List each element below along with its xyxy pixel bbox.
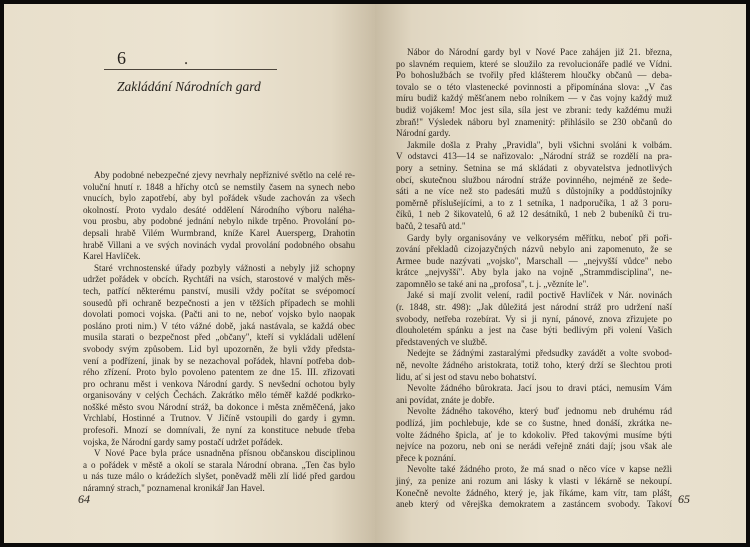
right-body-text [396,47,672,511]
chapter-title: Zakládání Národních gard [117,79,261,94]
text-line: Nevolte žádného takového, který buď jednomu neb druhému rád [407,406,672,417]
chapter-ornament: • [184,60,189,68]
text-line: poměrně příslušejícími, a to z 1 setníka, 1 nadporučíka, 1 až 3 poru- [396,197,672,208]
text-line: přece k poznání. [396,452,456,463]
text-line: bačů, 2 tesařů atd." [396,220,466,231]
text-line: dlouholetém spánku a jest na čase býti bedlivým při volení Vašich [396,325,672,336]
text-line: Jakmile došla z Prahy „Pravidla", byli všichni svoláni k volbám. [407,139,672,150]
text-line: Národní gardy. [396,128,451,139]
text-line: náramný strach," poznamenal kronikář Jan Havel. [83,483,265,494]
text-line: číků, 1 neb 2 šikovatelů, 6 až 12 desátníků, 1 neb 2 bubeníků či tru- [396,209,672,220]
text-line: lidu, ať si jest od stavu nebo bohatství. [396,371,537,382]
text-line: Gardy byly organisovány ve velkorysém měřítku, neboť při poři- [407,232,672,243]
text-line: V Nové Pace byla práce usnadněna přísnou občanskou disciplinou [94,448,355,459]
chapter-number: 6 [117,48,126,68]
text-line: tovalo se o této vlastenecké povinnosti a připomínána slova: „V čas [396,81,672,92]
left-body-text [83,170,355,495]
text-line: Vrchlabí, Hostinné a Trutnov. V Jičíně vstoupili do gardy i gymn. [83,413,355,424]
text-line: sáti a ne více než sto padesáti mužů s důstojníky a poddůstojníky [396,186,672,197]
text-line: Nevolte také žádného proto, že má snad o něco více v kapse nežli [407,464,672,475]
text-line: volte žádného špicla, ať je to kdokoliv. Před takovými musíme býti [396,429,672,440]
text-line: profesoři. Mnozí se domnívali, že nyní za konstituce nebude třeba [83,425,355,436]
text-line: tech, patřící některému panství, musili vždy počítat se svépomocí [83,285,355,296]
text-line: zování překladů cizojazyčných názvů nebylo ani zapomenuto, že se [396,244,672,255]
text-line: okolností. Proto vydalo desáté oddělení Národního výboru naléha- [83,204,355,215]
text-line: sousedů při ochraně bezpečnosti a jen v těžších případech se mohli [83,297,355,308]
text-line: představených ve službě. [396,336,488,347]
text-line: budiž vojákem! Moc jest síla, síla jest ve zbrani: tedy každému muži [396,104,672,115]
book-spread [4,4,746,543]
text-line: vení a podřízení, jinak by se nezachoval pořádek, hlavní potřeba dob- [83,355,355,366]
text-line: zbraň!" Výsledek náboru byl znamenitý: přihlásilo se 230 občanů do [396,116,672,127]
text-line: a o pořádek v městě a okolí se starala Národní obrana. „Ten čas bylo [83,459,355,470]
text-line: podlízá, jim pochlebuje, kde se co šustne, hned donáší, zkrátka ne- [396,418,672,428]
text-line: Nedejte se žádnými zastaralými předsudky zavádět a volte svobod- [407,348,672,359]
left-page [4,4,375,543]
text-line: u nás tuze málo o krádežích slyšet, poněvadž měli zlí lidé před gardou [83,471,355,482]
text-line: Konečně nevolte žádného, který je, jak říkáme, kam vítr, tam plášt, [396,487,672,498]
text-line: obcí, skutečnou službou národní stráže povinného, nejméně ze šede- [396,174,672,185]
text-line: rého zřízení. Proto bylo povoleno patentem ze dne 15. III. zřizovati [83,367,355,378]
text-line: zapomnělo se také ani na „profosa", t. j. „vězníte le". [396,278,589,289]
text-line: po slavném requiem, které se sloužilo za revolucionáře padlé ve Vídni. [396,58,672,69]
text-line: míru budiž každý měšťanem nebo rolníkem — v čas vojny každý muž [396,93,672,104]
text-line: voluční hnutí r. 1848 a hříchy otců se nemstily časem na synech nebo [83,181,355,192]
text-line: ně, nevolte žádného aristokrata, totiž toho, který drží se šlechtou proti [396,360,672,371]
text-line: pory a setniny. Setnina se má skládati z obyvatelstva jednotlivých [396,162,672,173]
text-line: svobody, netřeba rozebírat. Vy si ji nyní, pánové, znova zřizujete po [396,313,672,324]
text-line: aneb který od věrejška demokratem a zastáncem svobody. Takoví [396,499,672,510]
text-line: vojska, že Národní gardy samy postačí udržet pořádek. [83,436,283,447]
text-line: posláno proti nim.) V této vážné době, jaká nastávala, se každá obec [83,320,355,331]
text-line: musila starati o bezpečnost před „občany", kteří si vykládali udělení [83,332,355,343]
page-number-right: 65 [678,492,690,506]
text-line: vnucích, bylo zapotřebí, aby byl pořádek všude zachován za všech [83,193,355,204]
text-line: pro ochranu měst i venkova Národní gardy. S nevšední ochotou byly [83,378,355,389]
text-line: Po bohoslužbách se tvořily před klášterem hloučky občanů — deba- [396,70,672,81]
text-line: ani povídat, znáte je dobře. [396,394,495,405]
right-page [375,4,746,543]
text-line: krátce „nejvyšší". Aby byla jako na vojně „Strammdisciplina", ne- [396,267,672,278]
text-line: Aby podobné nebezpečné zjevy nevrhaly nepříznivé světlo na celé re- [94,170,355,180]
chapter-divider [104,69,277,70]
text-line: jiný, za penize ani rozum ani lásky k vlasti v lékárně se nekoupí. [396,475,672,486]
text-line: Karel Havlíček. [83,251,141,262]
text-line: Nábor do Národní gardy byl v Nové Pace zahájen již 21. března, [407,47,672,57]
text-line: Staré vrchnostenské úřady pozbyly vážnosti a nebyly již schopny [94,262,355,273]
text-line: V odstavci 413—14 se nařizovalo: „Národní stráž se rozdělí na pra- [396,151,672,162]
text-line: vou prosbu, aby podobné jednání nebylo nikde trpěno. Provolání po- [83,216,355,227]
text-line: organisovány v celých Čechách. Zakrátko mělo téměř každé podkrko- [83,390,355,401]
text-line: Jaké si mají zvolit velení, radil poctivě Havlíček v Nár. novinách [407,290,672,301]
text-line: hrabě Villani a ve svých novinách vydal provolání podobného obsahu [83,239,355,250]
text-line: noššké město svou Národní stráž, ba dokonce i města zněměčená, jako [83,401,355,412]
text-line: (r. 1848, str. 498): „Jak důležitá jest národní stráž pro udržení naší [396,302,672,313]
text-line: nejvíce na pozoru, neb oni se nerádi veřejně znáti dají; jsou však ale [396,441,672,452]
text-line: udržet pořádek v obcích. Rychtáři na vsích, starostové v malých měs- [83,274,355,285]
text-line: Armee bude nazývati „vojsko", Marschall — „nejvyšší vůdce" nebo [396,255,672,266]
text-line: svobody svým způsobem. Lid byl upozorněn, že byli vždy předsta- [83,343,355,354]
text-line: dovolati pomoci vojska. (Pačti ani to ne, neboť vojsko bylo naopak [83,309,355,320]
page-number-left: 64 [78,492,90,506]
text-line: depsali hrabě Vilém Wurmbrand, kníže Karel Auersperg, Drahotin [83,227,355,238]
text-line: Nevolte žádného bûrokrata. Jací jsou to dravi ptáci, nemusím Vám [407,383,672,394]
